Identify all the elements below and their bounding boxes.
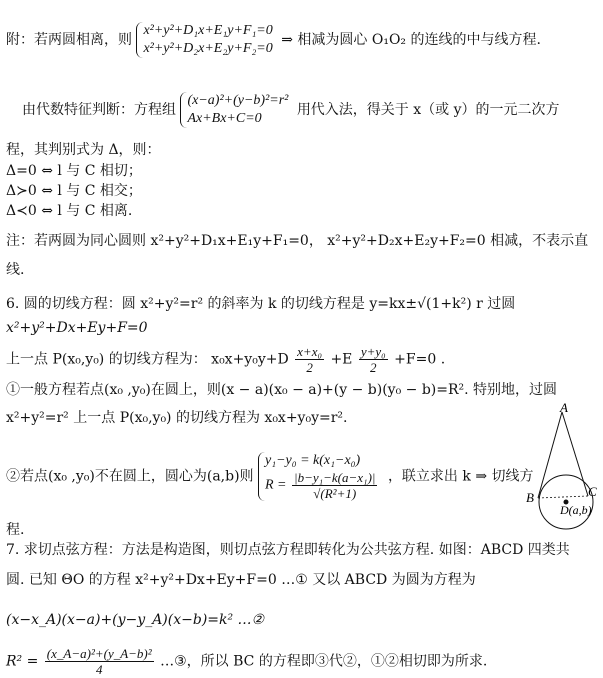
para1-prefix: 附：若两圆相离，则 bbox=[6, 32, 132, 48]
distance-fraction bbox=[292, 470, 377, 501]
fraction-y-den: 2 bbox=[370, 360, 377, 375]
system3-eq2-lhs: R = bbox=[265, 477, 287, 493]
system1-eq1: x²+y²+D₁x+E₁y+F₁=0 bbox=[143, 23, 273, 38]
section6-case2 bbox=[6, 452, 534, 501]
section6-circle-eq: x²+y²+Dx+Ey+F=0 bbox=[6, 320, 148, 336]
section7-circle: 圆. 已知 ΘO 的方程 x²+y²+Dx+Ey+F=0 …① 又以 ABCD 为圆为方程为 bbox=[6, 572, 476, 588]
section6-special: x²+y²=r² 上一点 P(x₀,y₀) 的切线方程为 x₀x+y₀y=r². bbox=[6, 410, 348, 426]
section6-title: 6. 圆的切线方程：圆 x²+y²=r² 的斜率为 k 的切线方程是 y=kx±√(1+k²) r 过圆 bbox=[6, 296, 516, 312]
distance-num: |b−y₁−k(a−x₁)| bbox=[294, 470, 376, 485]
equation-system-3 bbox=[258, 452, 383, 501]
s6-mid: +E bbox=[330, 351, 353, 368]
label-c: C bbox=[588, 484, 597, 499]
s6-line6-prefix: ②若点(x₀ ,y₀)不在圆上，圆心为(a,b)则 bbox=[6, 468, 254, 485]
label-a: A bbox=[560, 402, 568, 415]
radius-fraction bbox=[45, 646, 154, 677]
section7-eq2: (x−x_A)(x−a)+(y−y_A)(x−b)=k² …② bbox=[6, 612, 265, 628]
tangent-figure bbox=[522, 402, 602, 532]
section6-case1: ①一般方程若点(x₀ ,y₀)在圆上，则(x − a)(x₀ − a)+(y − b)(y₀ − b)=R². 特别地，过圆 bbox=[6, 382, 558, 398]
system2-eq2: Ax+Bx+C=0 bbox=[187, 111, 262, 126]
radius-num: (x_A−a)²+(y_A−b)² bbox=[46, 646, 152, 661]
system3-eq2 bbox=[265, 470, 379, 501]
fraction-y-num: y+y₀ bbox=[360, 344, 386, 359]
fraction-x-den: 2 bbox=[306, 360, 313, 375]
note-line2: 线. bbox=[6, 262, 25, 278]
s6-line3-prefix: 上一点 P(x₀,y₀) 的切线方程为： x₀x+y₀y+D bbox=[6, 351, 289, 368]
equation-system-1 bbox=[136, 22, 276, 58]
tangent-line-ab bbox=[538, 412, 562, 498]
para-algebraic-judgment bbox=[22, 92, 560, 128]
s6-line6-suffix: ，联立求出 k ⇒ 切线方 bbox=[387, 468, 534, 485]
para2-prefix: 由代数特征判断：方程组 bbox=[22, 102, 176, 118]
label-d: D(a,b) bbox=[560, 503, 592, 517]
case-intersect: Δ≻0 ⇔ l 与 C 相交； bbox=[6, 183, 142, 199]
label-b: B bbox=[526, 490, 534, 505]
radius-den: 4 bbox=[95, 662, 103, 677]
section6-end: 程. bbox=[6, 522, 25, 538]
system3-eq1: y₁−y₀ = k(x₁−x₀) bbox=[265, 453, 361, 468]
note-line1: 注：若两圆为同心圆则 x²+y²+D₁x+E₁y+F₁=0， x²+y²+D₂x+E₂y+F₂=0 相减，不表示直 bbox=[6, 233, 589, 249]
equation-system-2 bbox=[180, 92, 292, 128]
case-separate: Δ≺0 ⇔ l 与 C 相离. bbox=[6, 203, 133, 219]
s6-line3-suffix: +F=0 . bbox=[394, 351, 446, 368]
system2-eq1: (x−a)²+(y−b)²=r² bbox=[187, 93, 289, 108]
para2-suffix: 用代入法，得关于 x（或 y）的一元二次方 bbox=[296, 102, 560, 118]
section7-eq3 bbox=[6, 646, 487, 677]
para-separated-circles bbox=[6, 22, 541, 58]
case-tangent: Δ=0 ⇔ l 与 C 相切； bbox=[6, 163, 142, 179]
s7-lhs: R² = bbox=[6, 653, 39, 670]
para2-continuation: 程，其判别式为 Δ，则： bbox=[6, 142, 161, 158]
fraction-x-num: x+x₀ bbox=[297, 344, 322, 359]
fraction-x bbox=[295, 344, 324, 375]
section7-title: 7. 求切点弦方程：方法是构造图，则切点弦方程即转化为公共弦方程. 如图：ABCD 四类共 bbox=[6, 542, 570, 558]
tangent-line-ac bbox=[562, 412, 588, 496]
s7-suffix: …③，所以 BC 的方程即③代②，①②相切即为所求. bbox=[160, 653, 488, 670]
distance-den: √(R²+1) bbox=[313, 486, 357, 501]
para1-suffix: ⇒ 相减为圆心 O₁O₂ 的连线的中与线方程. bbox=[281, 32, 541, 48]
system1-eq2: x²+y²+D₂x+E₂y+F₂=0 bbox=[143, 41, 273, 56]
chord-bc bbox=[538, 496, 588, 498]
fraction-y bbox=[359, 344, 388, 375]
section6-tangent-formula bbox=[6, 344, 445, 375]
